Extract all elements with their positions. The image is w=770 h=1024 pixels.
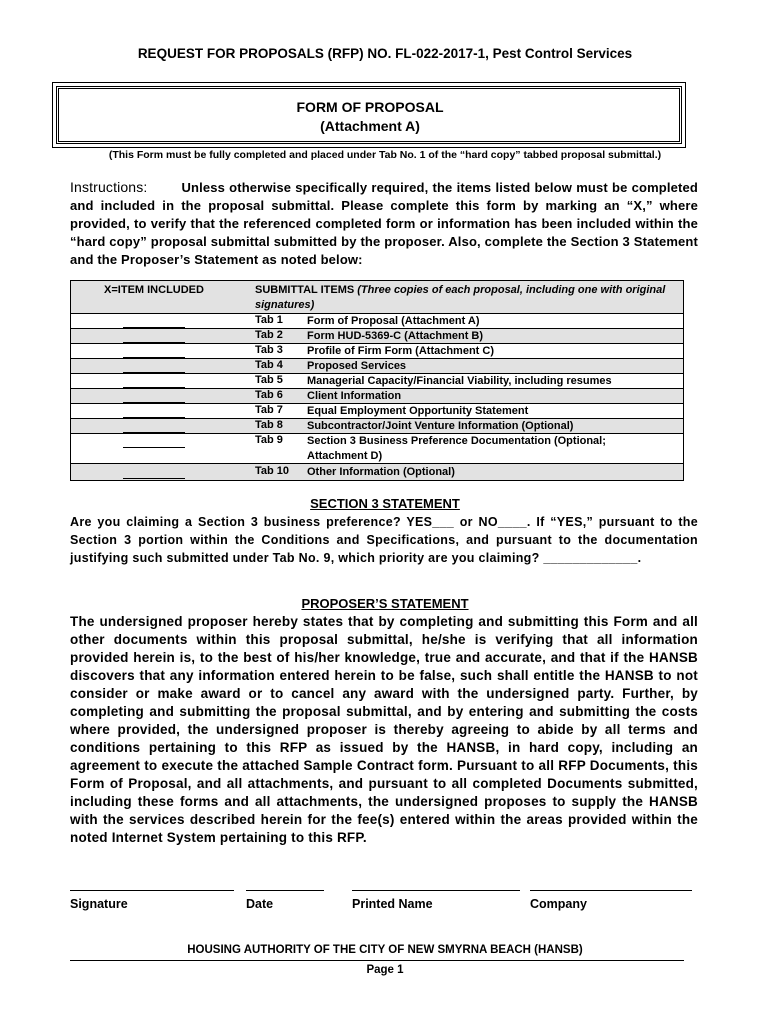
- form-note: (This Form must be fully completed and placed under Tab No. 1 of the “hard copy” tabbed proposal submittal.): [108, 149, 662, 161]
- table-row: [71, 313, 683, 328]
- submittal-item: Client Information: [307, 390, 402, 402]
- printed-name-label: Printed Name: [352, 897, 433, 911]
- check-blank-tab2[interactable]: [123, 329, 185, 343]
- rfp-header-title: REQUEST FOR PROPOSALS (RFP) NO. FL-022-2017-1, Pest Control Services: [137, 46, 633, 61]
- item-included-header: X=ITEM INCLUDED: [104, 284, 204, 296]
- check-blank-tab1[interactable]: [123, 314, 185, 328]
- tab-number: Tab 5: [255, 374, 283, 386]
- form-title-block: [60, 98, 680, 136]
- section3-text: Are you claiming a Section 3 business preference? YES___ or NO____. If “YES,” pursuant to the Section 3 portion within the Conditions and Specifications, and pursuant to the documentation justifying such submitted under Tab No. 9, which priority are you claiming? _____________.: [70, 515, 698, 565]
- check-blank-tab4[interactable]: [123, 359, 185, 373]
- submittal-items-header: [255, 283, 675, 313]
- instructions-lead: Instructions:: [70, 179, 148, 195]
- date-label: Date: [246, 897, 274, 911]
- company-label: Company: [530, 897, 587, 911]
- check-blank-tab10[interactable]: [123, 465, 185, 479]
- submittal-item: Subcontractor/Joint Venture Information (Optional): [307, 420, 574, 432]
- proposer-statement-title: PROPOSER’S STATEMENT: [301, 596, 469, 611]
- date-line[interactable]: [246, 890, 324, 891]
- tab-number: Tab 8: [255, 419, 283, 431]
- page-number: Page 1: [366, 964, 404, 976]
- submittal-item: Profile of Firm Form (Attachment C): [307, 345, 495, 357]
- checklist-header-row: [71, 281, 683, 314]
- tab-number: Tab 2: [255, 329, 283, 341]
- submittal-checklist-table: [70, 280, 684, 481]
- submittal-item: Managerial Capacity/Financial Viability, including resumes: [307, 375, 612, 387]
- tab-number: Tab 6: [255, 389, 283, 401]
- signature-label: Signature: [70, 897, 128, 911]
- table-row: [71, 343, 683, 358]
- submittal-item-line2: Attachment D): [307, 450, 383, 462]
- instructions-text: Unless otherwise specifically required, the items listed below must be completed and included in the proposal submittal. Please complete this form by marking an “X,” where provided, to verify that the referenced completed form or information has been included within the “hard copy” proposal submittal submitted by the proposer. Also, complete the Section 3 Statement and the Proposer’s Statement as noted below:: [70, 180, 698, 267]
- check-blank-tab9[interactable]: [123, 434, 185, 448]
- section3-title: SECTION 3 STATEMENT: [310, 496, 460, 511]
- footer-title: HOUSING AUTHORITY OF THE CITY OF NEW SMYRNA BEACH (HANSB): [187, 944, 583, 956]
- form-subtitle: (Attachment A): [320, 118, 420, 134]
- instructions-paragraph: [70, 178, 698, 269]
- proposer-statement-text: The undersigned proposer hereby states that by completing and submitting this Form and all other documents within this proposal submittal, he/she is verifying that all information provided herein is, to the best of his/her knowledge, true and accurate, and that if the HANSB discovers that any information entered herein to be false, such shall entitle the HANSB to not consider or make award or to cancel any award with the undersigned party. Further, by completing and submitting the proposal submittal, and by entering and submitting the costs where provided, the undersigned proposer is thereby agreeing to abide by all terms and conditions pertaining to this RFP as issued by the HANSB, in hard copy, including an agreement to execute the attached Sample Contract form. Pursuant to all RFP Documents, this Form of Proposal, and all attachments, and pursuant to all completed Documents submitted, including these forms and all attachments, the undersigned proposes to supply the HANSB with the services described herein for the fee(s) entered within the areas provided within the noted Internet System pertaining to this RFP.: [70, 614, 698, 845]
- tab-number: Tab 9: [255, 434, 283, 446]
- company-line[interactable]: [530, 890, 692, 891]
- tab-number: Tab 3: [255, 344, 283, 356]
- tab-number: Tab 10: [255, 465, 290, 477]
- tab-number: Tab 7: [255, 404, 283, 416]
- signature-line[interactable]: [70, 890, 234, 891]
- form-title: FORM OF PROPOSAL: [296, 99, 444, 115]
- table-row: [71, 388, 683, 403]
- submittal-items-header-note: (Three copies of each proposal, including one with original signatures): [255, 284, 666, 311]
- table-row: [71, 403, 683, 418]
- check-blank-tab6[interactable]: [123, 389, 185, 403]
- submittal-item: Form HUD-5369-C (Attachment B): [307, 330, 484, 342]
- table-row: [71, 433, 683, 463]
- check-blank-tab3[interactable]: [123, 344, 185, 358]
- tab-number: Tab 4: [255, 359, 283, 371]
- submittal-item: Form of Proposal (Attachment A): [307, 315, 480, 327]
- tab-number: Tab 1: [255, 314, 283, 326]
- check-blank-tab5[interactable]: [123, 374, 185, 388]
- submittal-item: Other Information (Optional): [307, 466, 455, 478]
- submittal-item-line1: Section 3 Business Preference Documentation (Optional;: [307, 435, 606, 447]
- submittal-item: Equal Employment Opportunity Statement: [307, 405, 529, 417]
- check-blank-tab8[interactable]: [123, 419, 185, 433]
- submittal-items-header-label: SUBMITTAL ITEMS: [255, 284, 355, 296]
- check-blank-tab7[interactable]: [123, 404, 185, 418]
- footer-divider: [70, 960, 684, 961]
- printed-name-line[interactable]: [352, 890, 520, 891]
- submittal-item: Proposed Services: [307, 360, 407, 372]
- table-row: [71, 463, 683, 480]
- table-row: [71, 358, 683, 373]
- table-row: [71, 328, 683, 343]
- table-row: [71, 418, 683, 433]
- submittal-item: [307, 434, 677, 464]
- table-row: [71, 373, 683, 388]
